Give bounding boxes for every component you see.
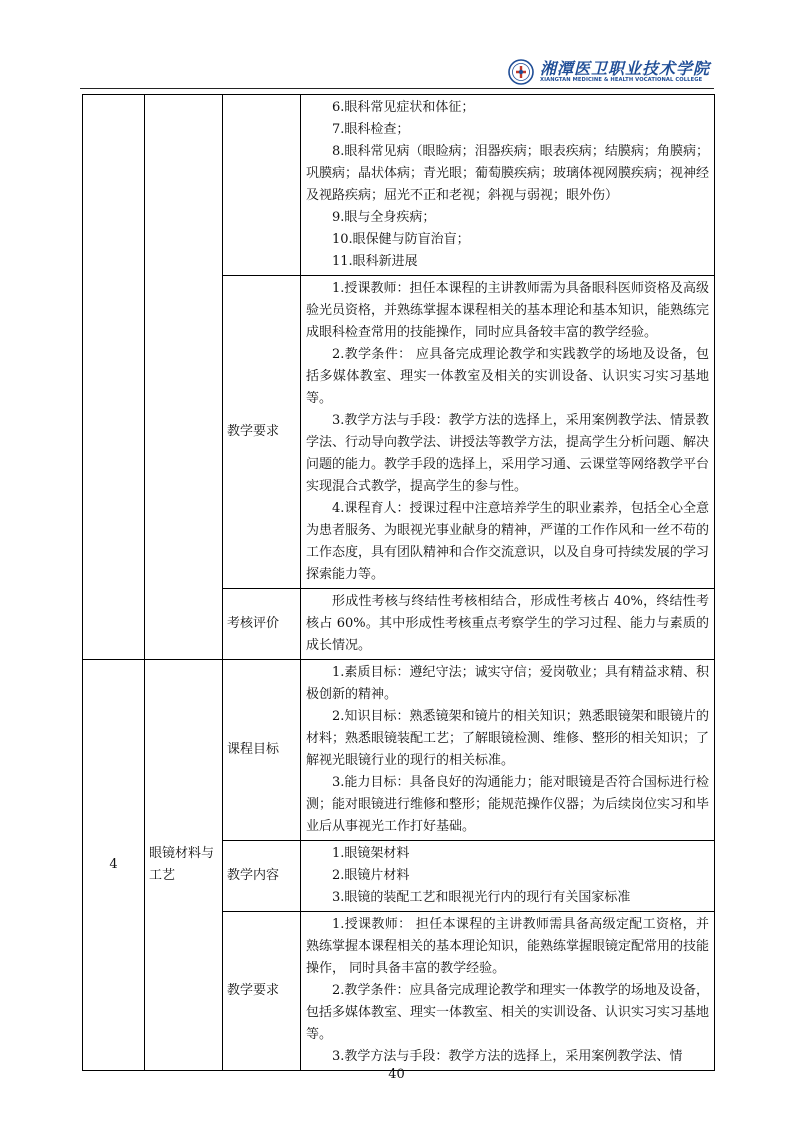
list-item: 9.眼与全身疾病； <box>332 210 436 225</box>
paragraph: 4.课程育人：授课过程中注意培养学生的职业素养，包括全心全意为患者服务、为眼视光事业献身的精神，严谨的工作作风和一丝不苟的工作态度，具有团队精神和合作交流意识，以及自身可持续发展的学习探索能力等。 <box>306 501 710 582</box>
objectives-cell <box>301 660 715 841</box>
page-header <box>80 56 714 89</box>
paragraph: 形成性考核与终结性考核相结合，形成性考核占 40%，终结性考核占 60%。其中形成性考核重点考察学生的学习过程、能力与素质的成长情况。 <box>306 594 709 653</box>
content-items-cell <box>301 95 715 276</box>
course-name-cell: 眼镜材料与工艺 <box>145 660 223 1071</box>
requirements-cell <box>301 276 715 589</box>
section-label-content: 教学内容 <box>223 841 301 912</box>
table-row <box>83 95 715 276</box>
list-item: 6.眼科常见症状和体征； <box>332 100 475 115</box>
school-name-cn: 湘潭医卫职业技术学院 <box>539 59 710 78</box>
paragraph: 1.授课教师：担任本课程的主讲教师需为具备眼科医师资格及高级验光员资格，并熟练掌握本课程相关的基本理论和基本知识，能熟练完成眼科检查常用的技能操作，同时应具备较丰富的教学经验。 <box>306 281 710 340</box>
list-item: 10.眼保健与防盲治盲； <box>332 232 470 247</box>
section-label-cell <box>223 95 301 276</box>
paragraph: 2.教学条件： 应具备完成理论教学和实践教学的场地及设备，包括多媒体教室、理实一体教室及相关的实训设备、认识实习实习基地等。 <box>306 347 709 406</box>
table-row <box>83 660 715 841</box>
assessment-cell <box>301 589 715 660</box>
paragraph: 3.教学方法与手段：教学方法的选择上，采用案例教学法、情 <box>332 1049 683 1064</box>
school-name-en: XIANGTAN MEDICINE & HEALTH VOCATIONAL COLLEGE <box>539 77 703 83</box>
list-item: 7.眼科检查； <box>332 122 410 137</box>
curriculum-table <box>82 94 715 1071</box>
paragraph: 2.知识目标：熟悉镜架和镜片的相关知识；熟悉眼镜架和眼镜片的材料；熟悉眼镜装配工艺；了解眼镜检测、维修、整形的相关知识；了解视光眼镜行业的现行的相关标准。 <box>306 709 710 768</box>
list-item: 11.眼科新进展 <box>332 254 418 269</box>
school-emblem-icon <box>508 59 534 85</box>
list-item: 8.眼科常见病（眼睑病；泪器疾病；眼表疾病；结膜病；角膜病；巩膜病；晶状体病；青光眼；葡萄膜疾病；玻璃体视网膜疾病；视神经及视路疾病；屈光不正和老视；斜视与弱视；眼外伤） <box>306 144 710 203</box>
section-label-assessment: 考核评价 <box>223 589 301 660</box>
course-name-cell <box>145 95 223 660</box>
list-item: 3.眼镜的装配工艺和眼视光行内的现行有关国家标准 <box>332 890 631 905</box>
requirements-cell <box>301 912 715 1071</box>
paragraph: 1.素质目标：遵纪守法；诚实守信；爱岗敬业；具有精益求精、积极创新的精神。 <box>306 665 709 702</box>
list-item: 2.眼镜片材料 <box>332 868 410 883</box>
section-label-objectives: 课程目标 <box>223 660 301 841</box>
course-number-cell <box>83 95 145 660</box>
content-items-cell <box>301 841 715 912</box>
section-label-requirements: 教学要求 <box>223 276 301 589</box>
page-number: 40 <box>388 1067 405 1082</box>
paragraph: 3.教学方法与手段：教学方法的选择上，采用案例教学法、情景教学法、行动导向教学法、讲授法等教学方法，提高学生分析问题、解决问题的能力。教学手段的选择上，采用学习通、云课堂等网络教学平台实现混合式教学，提高学生的参与性。 <box>306 413 710 494</box>
section-label-requirements: 教学要求 <box>223 912 301 1071</box>
school-logo <box>508 58 710 86</box>
list-item: 1.眼镜架材料 <box>332 846 410 861</box>
paragraph: 3.能力目标：具备良好的沟通能力；能对眼镜是否符合国标进行检测；能对眼镜进行维修和整形；能规范操作仪器；为后续岗位实习和毕业后从事视光工作打好基础。 <box>306 775 710 834</box>
paragraph: 1.授课教师： 担任本课程的主讲教师需具备高级定配工资格，并熟练掌握本课程相关的基本理论知识，能熟练掌握眼镜定配常用的技能操作， 同时具备丰富的教学经验。 <box>306 917 710 976</box>
paragraph: 2.教学条件：应具备完成理论教学和理实一体教学的场地及设备，包括多媒体教室、理实一体教室、相关的实训设备、认识实习实习基地等。 <box>306 983 710 1042</box>
course-number-cell: 4 <box>83 660 145 1071</box>
